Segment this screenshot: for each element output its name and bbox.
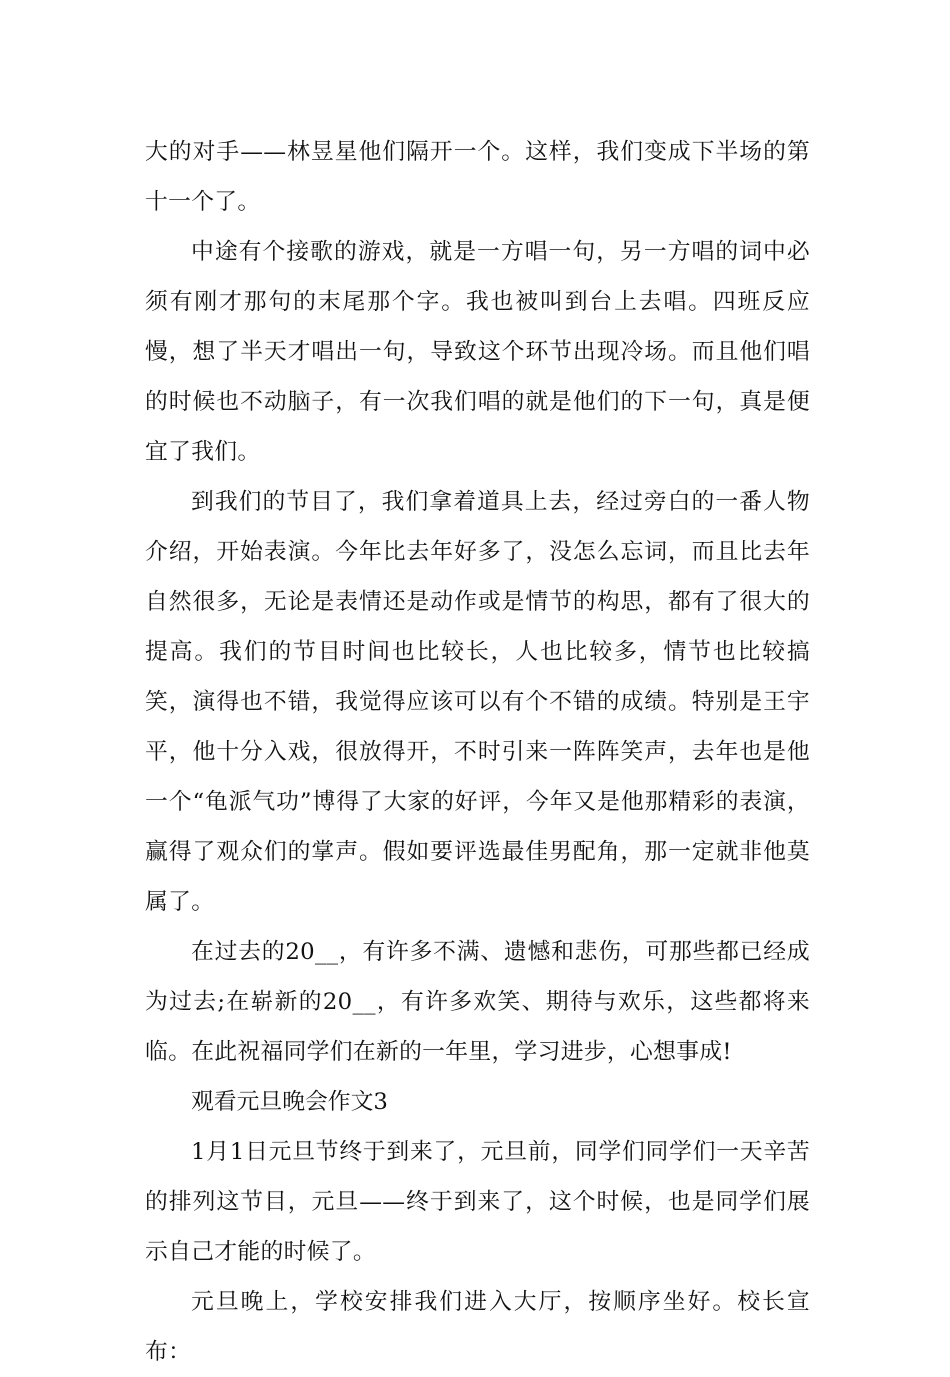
paragraph-6: 元旦晚上，学校安排我们进入大厅，按顺序坐好。校长宣布： bbox=[145, 1289, 810, 1365]
paragraph-3: 到我们的节目了，我们拿着道具上去，经过旁白的一番人物介绍，开始表演。今年比去年好多了，没怎么忘词，而且比去年自然很多，无论是表情还是动作或是情节的构思，都有了很大的提高。我们的节目时间也比较长，人也比较多，情节也比较搞笑，演得也不错，我觉得应该可以有个不错的成绩。特别是王宇平，他十分入戏，很放得开，不时引来一阵阵笑声，去年也是他一个“龟派气功”博得了大家的好评，今年又是他那精彩的表演，赢得了观众们的掌声。假如要评选最佳男配角，那一定就非他莫属了。 bbox=[145, 489, 810, 915]
section-heading: 观看元旦晚会作文3 bbox=[191, 1089, 388, 1115]
paragraph-1: 大的对手——林昱星他们隔开一个。这样，我们变成下半场的第十一个了。 bbox=[145, 139, 810, 215]
paragraph-5: 1月1日元旦节终于到来了，元旦前，同学们同学们一天辛苦的排列这节目，元旦——终于到来了，这个时候，也是同学们展示自己才能的时候了。 bbox=[145, 1139, 810, 1265]
paragraph-2: 中途有个接歌的游戏，就是一方唱一句，另一方唱的词中必须有刚才那句的末尾那个字。我也被叫到台上去唱。四班反应慢，想了半天才唱出一句，导致这个环节出现冷场。而且他们唱的时候也不动脑子，有一次我们唱的就是他们的下一句，真是便宜了我们。 bbox=[145, 239, 810, 465]
paragraph-4: 在过去的20__，有许多不满、遗憾和悲伤，可那些都已经成为过去;在崭新的20__，有许多欢笑、期待与欢乐，这些都将来临。在此祝福同学们在新的一年里，学习进步，心想事成! bbox=[145, 939, 810, 1065]
document-body bbox=[145, 127, 810, 1377]
